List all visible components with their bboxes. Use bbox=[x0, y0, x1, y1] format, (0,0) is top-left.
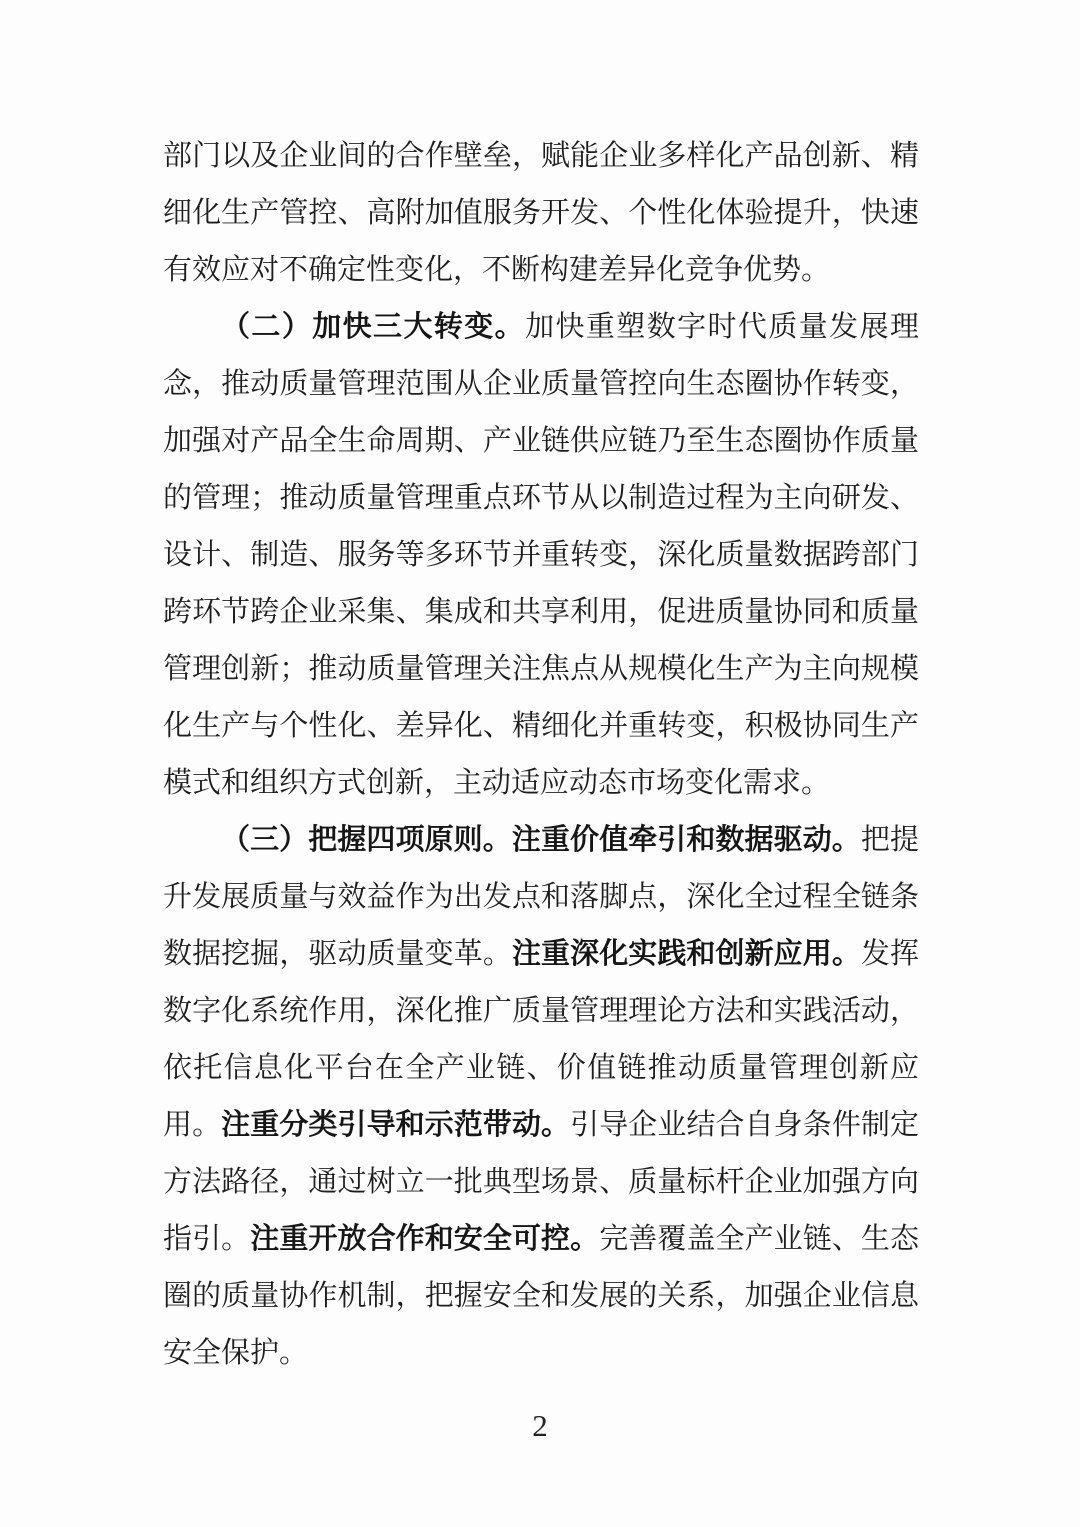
text-run: 发挥数字化系统作用，深化推广质量管理理论方法和实践活动，依托信息化平台在全产业链、价值链推动质量管理创新应用。 bbox=[163, 938, 919, 1141]
para-section-two bbox=[163, 299, 919, 812]
bold-text-run: 注重分类引导和示范带动。 bbox=[221, 1109, 571, 1141]
para-continuation bbox=[163, 128, 919, 299]
text-run: 把提升发展质量与效益作为出发点和落脚点，深化全过程全链条数据挖掘，驱动质量变革。 bbox=[163, 824, 919, 970]
bold-text-run: 注重深化实践和创新应用。 bbox=[511, 938, 861, 970]
para-section-three bbox=[163, 812, 919, 1382]
text-run: 完善覆盖全产业链、生态圈的质量协作机制，把握安全和发展的关系，加强企业信息安全保护。 bbox=[163, 1223, 919, 1369]
page-footer bbox=[0, 1408, 1080, 1444]
text-run: 部门以及企业间的合作壁垒，赋能企业多样化产品创新、精细化生产管控、高附加值服务开发、个性化体验提升，快速有效应对不确定性变化，不断构建差异化竞争优势。 bbox=[163, 140, 919, 286]
bold-text-run: 注重开放合作和安全可控。 bbox=[250, 1223, 600, 1255]
text-run: 引导企业结合自身条件制定方法路径，通过树立一批典型场景、质量标杆企业加强方向指引。 bbox=[163, 1109, 919, 1255]
text-run: 加快重塑数字时代质量发展理念，推动质量管理范围从企业质量管控向生态圈协作转变，加强对产品全生命周期、产业链供应链乃至生态圈协作质量的管理；推动质量管理重点环节从以制造过程为主向研发、设计、制造、服务等多环节并重转变，深化质量数据跨部门跨环节跨企业采集、集成和共享利用，促进质量协同和质量管理创新；推动质量管理关注焦点从规模化生产为主向规模化生产与个性化、差异化、精细化并重转变，积极协同生产模式和组织方式创新，主动适应动态市场变化需求。 bbox=[163, 311, 919, 799]
document-body bbox=[163, 128, 919, 1382]
bold-text-run: （三）把握四项原则。注重价值牵引和数据驱动。 bbox=[221, 824, 861, 856]
bold-text-run: （二）加快三大转变。 bbox=[221, 311, 526, 343]
page-number: 2 bbox=[532, 1408, 548, 1443]
